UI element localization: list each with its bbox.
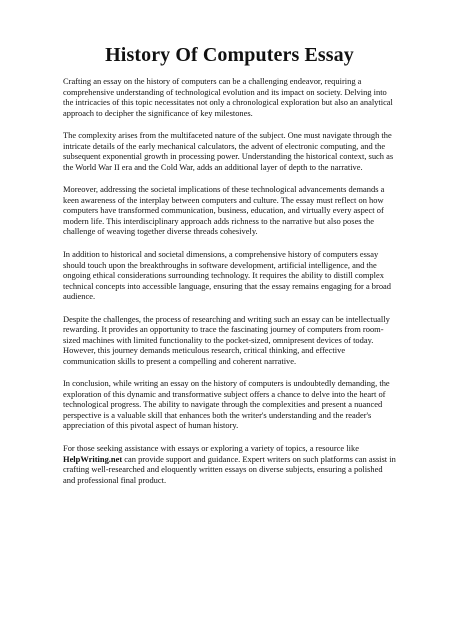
closing-paragraph — [63, 443, 396, 485]
paragraph-1: Crafting an essay on the history of computers can be a challenging endeavor, requiring a comprehensive understanding of technological evolution and its impact on society. Delving into the intricacies of this topic necessitates not only a chronological exploration but also an analytical approach to decipher the significance of key milestones. — [63, 76, 393, 118]
paragraph-2: The complexity arises from the multifaceted nature of the subject. One must navigate through the intricate details of the early mechanical calculators, the advent of electronic computing, and the subsequent exponential growth in processing power. Understanding the historical context, such as the World War II era and the Cold War, adds an additional layer of depth to the narrative. — [63, 130, 394, 172]
closing-text-before: For those seeking assistance with essays or exploring a variety of topics, a resource like — [63, 443, 359, 454]
helpwriting-brand: HelpWriting.net — [63, 453, 123, 464]
paragraph-5: Despite the challenges, the process of researching and writing such an essay can be intellectually rewarding. It provides an opportunity to trace the fascinating journey of computers from room-sized machines with limited functionality to the pocket-sized, omnipresent devices of today. However, this journey demands meticulous research, critical thinking, and effective communication skills to present a compelling and coherent narrative. — [63, 313, 390, 366]
paragraph-6: In conclusion, while writing an essay on the history of computers is undoubtedly demanding, the exploration of this dynamic and transformative subject offers a chance to delve into the heart of technological progress. The ability to navigate through the complexities and present a nuanced perspective is a valuable skill that enhances both the writer's understanding and the reader's appreciation of this pivotal aspect of human history. — [63, 378, 390, 431]
closing-text-after: can provide support and guidance. Expert writers on such platforms can assist in crafting well-researched and eloquently written essays on diverse subjects, ensuring a polished and professional final product. — [63, 453, 396, 485]
page-title: History Of Computers Essay — [105, 44, 354, 66]
paragraph-4: In addition to historical and societal dimensions, a comprehensive history of computers essay should touch upon the breakthroughs in software development, artificial intelligence, and the ongoing ethical considerations surrounding technology. It requires the ability to distill complex technical concepts into accessible language, ensuring that the essay remains engaging for a broad audience. — [63, 249, 392, 302]
paragraph-3: Moreover, addressing the societal implications of these technological advancements demands a keen awareness of the interplay between computers and culture. The essay must reflect on how computers have transformed communication, business, education, and virtually every aspect of modern life. This interdisciplinary approach adds richness to the narrative but also poses the challenge of weaving together diverse threads cohesively. — [63, 184, 385, 237]
essay-body — [63, 76, 396, 485]
